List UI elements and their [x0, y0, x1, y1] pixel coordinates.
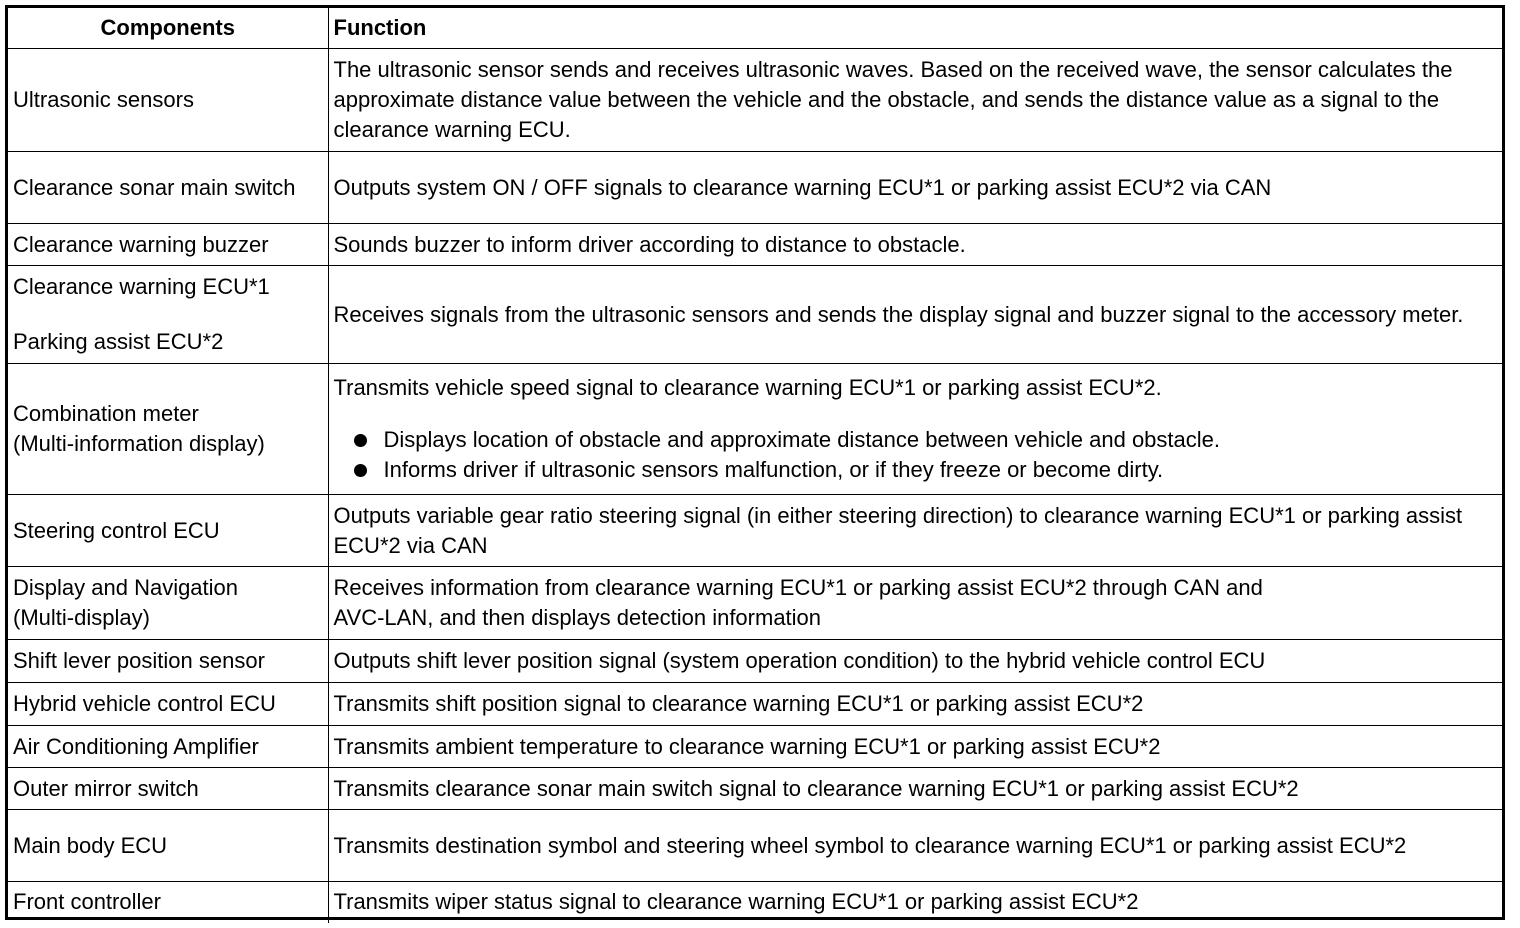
bullet-item: Displays location of obstacle and approximate distance between vehicle and obstacle. [354, 425, 1498, 455]
table-row [8, 152, 1502, 224]
component-line: Display and Navigation [13, 575, 239, 600]
component-cell: Main body ECU [8, 810, 328, 882]
components-function-table [8, 8, 1502, 923]
components-table-frame [5, 5, 1505, 920]
bullet-item: Informs driver if ultrasonic sensors malfunction, or if they freeze or become dirty. [354, 455, 1498, 485]
table-row [8, 224, 1502, 266]
component-cell [8, 364, 328, 495]
function-cell [328, 364, 1502, 495]
table-row [8, 266, 1502, 364]
function-cell: Transmits wiper status signal to clearance warning ECU*1 or parking assist ECU*2 [328, 882, 1502, 923]
component-cell: Air Conditioning Amplifier [8, 726, 328, 768]
function-cell: Transmits shift position signal to clearance warning ECU*1 or parking assist ECU*2 [328, 683, 1502, 726]
function-cell: Sounds buzzer to inform driver according to distance to obstacle. [328, 224, 1502, 266]
table-row [8, 882, 1502, 923]
header-row [8, 8, 1502, 49]
table-row [8, 567, 1502, 640]
component-cell [8, 567, 328, 640]
function-line: AVC-LAN, and then displays detection information [333, 605, 822, 630]
table-row [8, 495, 1502, 567]
table-row [8, 49, 1502, 152]
component-cell: Clearance sonar main switch [8, 152, 328, 224]
header-function: Function [328, 8, 1502, 49]
function-line: Receives information from clearance warning ECU*1 or parking assist ECU*2 through CAN and [333, 575, 1263, 600]
function-text: Transmits vehicle speed signal to clearance warning ECU*1 or parking assist ECU*2. [333, 375, 1162, 400]
component-cell: Front controller [8, 882, 328, 923]
component-line: Clearance warning ECU*1 [13, 274, 270, 299]
function-cell: Receives signals from the ultrasonic sensors and sends the display signal and buzzer signal to the accessory meter. [328, 266, 1502, 364]
bullet-list [334, 425, 1498, 485]
table-row [8, 683, 1502, 726]
function-cell: Outputs shift lever position signal (system operation condition) to the hybrid vehicle control ECU [328, 640, 1502, 683]
component-line: (Multi-display) [13, 605, 150, 630]
table-row [8, 726, 1502, 768]
function-cell: Transmits destination symbol and steering wheel symbol to clearance warning ECU*1 or parking assist ECU*2 [328, 810, 1502, 882]
table-row [8, 364, 1502, 495]
component-cell: Steering control ECU [8, 495, 328, 567]
function-cell: Transmits ambient temperature to clearance warning ECU*1 or parking assist ECU*2 [328, 726, 1502, 768]
function-cell [328, 567, 1502, 640]
function-cell: Outputs system ON / OFF signals to clearance warning ECU*1 or parking assist ECU*2 via CAN [328, 152, 1502, 224]
header-components: Components [8, 8, 328, 49]
function-cell: Transmits clearance sonar main switch signal to clearance warning ECU*1 or parking assist ECU*2 [328, 768, 1502, 810]
component-cell: Shift lever position sensor [8, 640, 328, 683]
component-cell: Hybrid vehicle control ECU [8, 683, 328, 726]
component-cell: Clearance warning buzzer [8, 224, 328, 266]
component-line: Parking assist ECU*2 [13, 329, 224, 354]
component-cell [8, 266, 328, 364]
component-line: (Multi-information display) [13, 431, 265, 456]
table-row [8, 640, 1502, 683]
component-cell: Outer mirror switch [8, 768, 328, 810]
table-row [8, 768, 1502, 810]
component-line: Combination meter [13, 401, 199, 426]
function-cell: The ultrasonic sensor sends and receives ultrasonic waves. Based on the received wave, the sensor calculates the approximate distance value between the vehicle and the obstacle, and sends the distance value as a signal to the clearance warning ECU. [328, 49, 1502, 152]
function-cell: Outputs variable gear ratio steering signal (in either steering direction) to clearance warning ECU*1 or parking assist ECU*2 via CAN [328, 495, 1502, 567]
table-row [8, 810, 1502, 882]
component-cell: Ultrasonic sensors [8, 49, 328, 152]
